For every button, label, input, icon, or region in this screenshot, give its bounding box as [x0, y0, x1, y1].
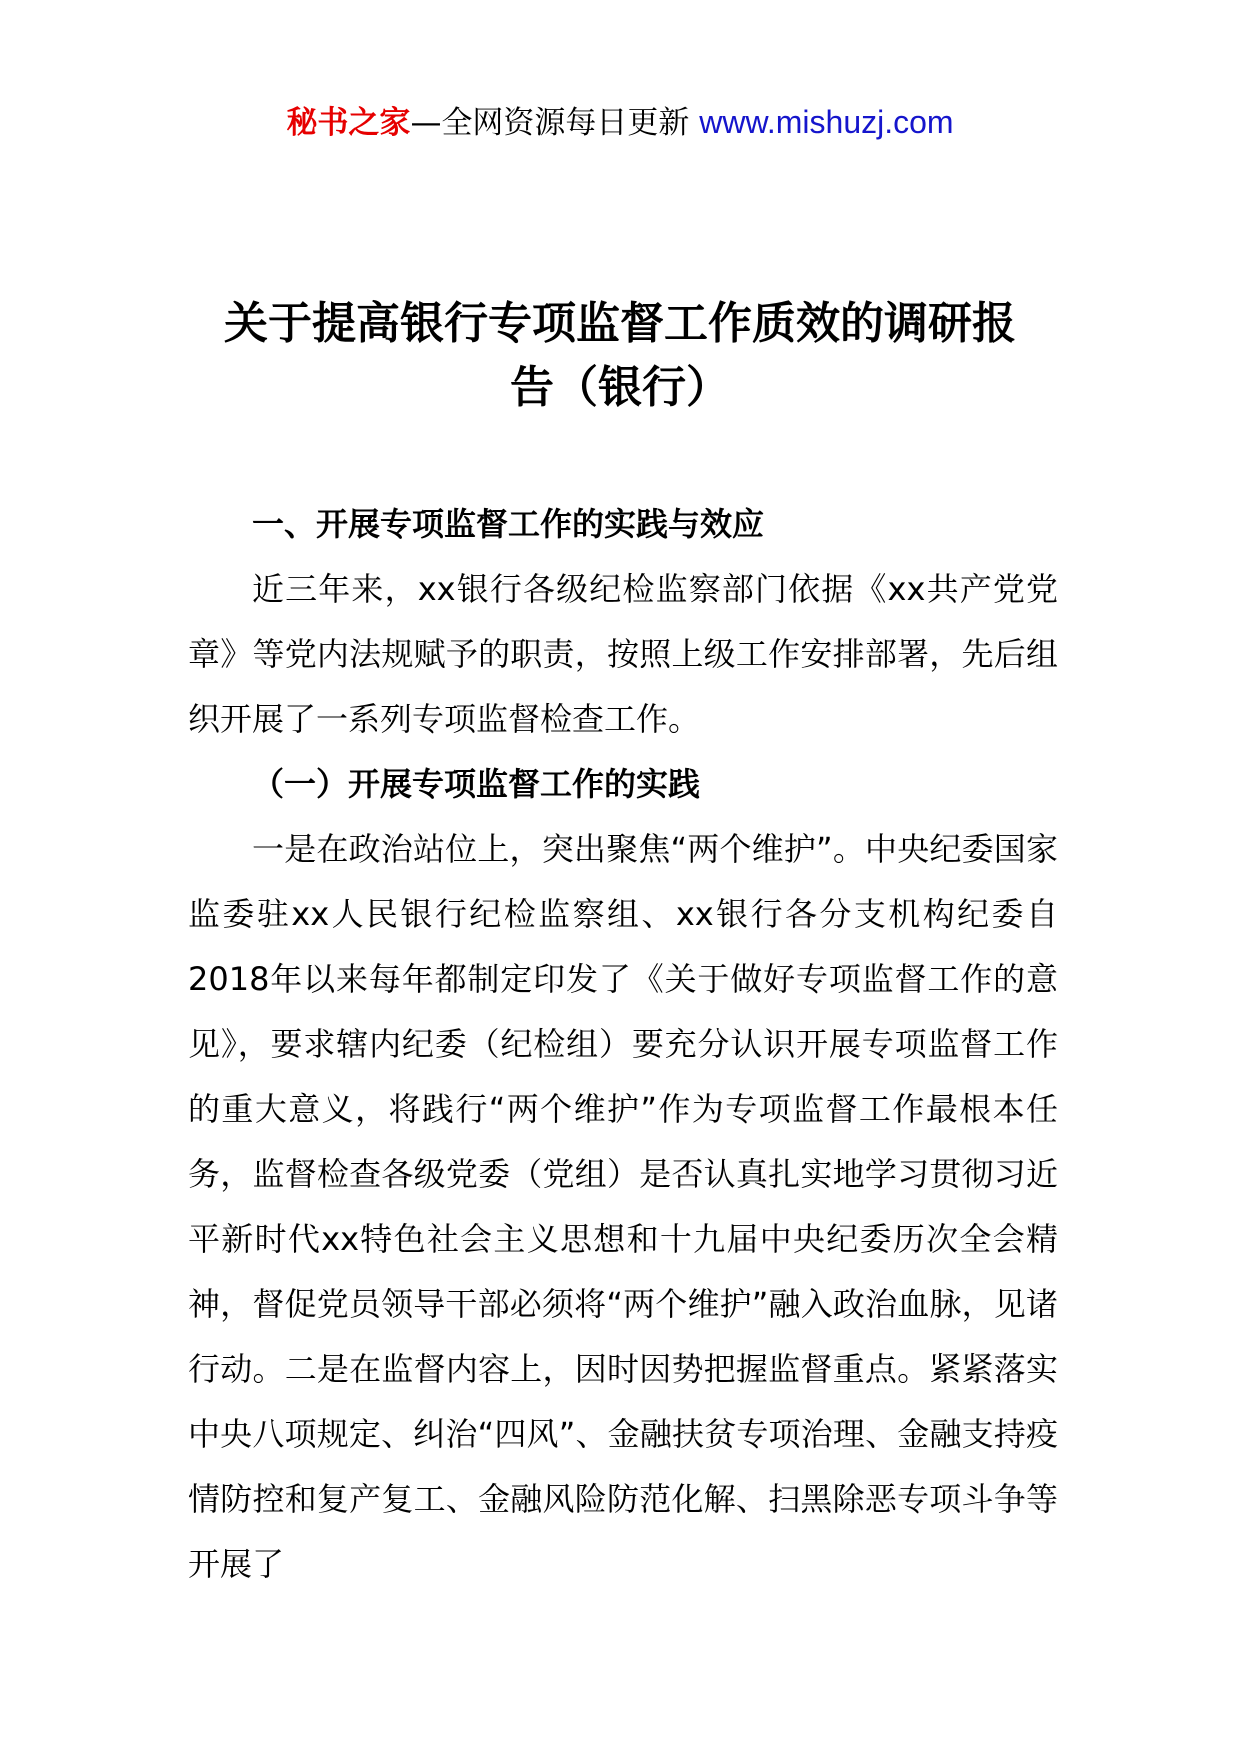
document-title — [150, 292, 1090, 420]
document-body — [188, 492, 1058, 1597]
banner-brand: 秘书之家 — [286, 105, 411, 141]
document-title-line2: 告（银行） — [510, 362, 730, 413]
subsection-heading-1: （一）开展专项监督工作的实践 — [252, 765, 701, 803]
site-banner — [0, 102, 1240, 143]
paragraph-1: 近三年来，xx银行各级纪检监察部门依据《xx共产党党章》等党内法规赋予的职责，按照上级工作安排部署，先后组织开展了一系列专项监督检查工作。 — [188, 570, 1058, 738]
banner-site-link[interactable]: www.mishuzj.com — [699, 104, 954, 140]
section-heading-1: 一、开展专项监督工作的实践与效应 — [252, 505, 765, 543]
paragraph-2: 一是在政治站位上，突出聚焦“两个维护”。中央纪委国家监委驻xx人民银行纪检监察组、xx银行各分支机构纪委自2018年以来每年都制定印发了《关于做好专项监督工作的意见》，要求辖内纪委（纪检组）要充分认识开展专项监督工作的重大意义，将践行“两个维护”作为专项监督工作最根本任务，监督检查各级党委（党组）是否认真扎实地学习贯彻习近平新时代xx特色社会主义思想和十九届中央纪委历次全会精神，督促党员领导干部必须将“两个维护”融入政治血脉，见诸行动。二是在监督内容上，因时因势把握监督重点。紧紧落实中央八项规定、纠治“四风”、金融扶贫专项治理、金融支持疫情防控和复产复工、金融风险防范化解、扫黑除恶专项斗争等开展了 — [188, 830, 1058, 1583]
banner-tagline: —全网资源每日更新 — [410, 105, 700, 141]
document-title-line1: 关于提高银行专项监督工作质效的调研报 — [224, 298, 1016, 349]
